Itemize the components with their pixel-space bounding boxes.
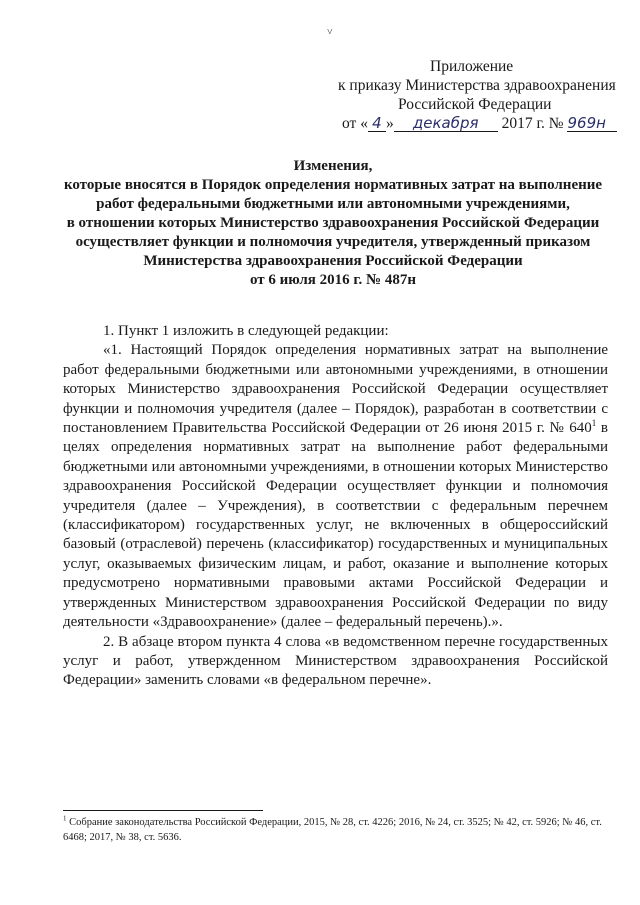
title-line: от 6 июля 2016 г. № 487н: [249, 272, 417, 288]
appendix-label: Приложение: [430, 58, 514, 75]
federation-label: Российской Федерации: [398, 96, 552, 113]
paragraph-2-text-b: в целях определения нормативных затрат на выполнение работ федеральными бюджетными или автономными учреждениями, в отношении которых Министерство здравоохранения Российской Федерации осуществляет функции и полномочия учредителя (далее – Учреждения), в соответствии с федеральным перечнем (классификатором) государственных услуг, не включенных в общероссийский базовый (отраслевой) перечень (классификатор) государственных и муниципальных услуг, оказываемых физическим лицам, и работ, оказание и выполнение которых предусмотрено нормативными правовыми актами Российской Федерации и утвержденных Министерством здравоохранения Российской Федерации по виду деятельности «Здравоохранение» (далее – федеральный перечень).».: [63, 420, 608, 631]
footnote-marker: 1: [63, 814, 67, 823]
footnote-ref: 1: [591, 418, 597, 429]
title-line: в отношении которых Министерство здравоохранения Российской Федерации: [66, 215, 600, 231]
footnote-text: Собрание законодательства Российской Федерации, 2015, № 28, ст. 4226; 2016, № 24, ст. 3525; № 42, ст. 5926; № 46, ст. 6468; 2017, № 38, ст. 5636.: [63, 817, 602, 843]
scan-mark: ˅: [327, 27, 333, 38]
footnote-divider: [63, 810, 263, 811]
document-title: [50, 157, 616, 290]
title-line: осуществляет функции и полномочия учредителя, утвержденный приказом: [75, 234, 591, 250]
document-body: [63, 322, 608, 691]
footnote: [63, 815, 615, 845]
year-number-label: 2017 г. №: [501, 115, 564, 132]
date-quote: »: [385, 115, 394, 132]
handwritten-order-number: 969н: [567, 115, 617, 132]
paragraph-2: [63, 341, 608, 632]
paragraph-2-text-a: «1. Настоящий Порядок определения нормативных затрат на выполнение работ федеральными бюджетными или автономными учреждениями, в отношении которых Министерство здравоохранения Российской Федерации осуществляет функции и полномочия учредителя (далее – Порядок), разработан в соответствии с постановлением Правительства Российской Федерации от 26 июня 2015 г. № 640: [63, 342, 608, 437]
title-line: Министерства здравоохранения Российской Федерации: [143, 253, 523, 269]
order-reference: к приказу Министерства здравоохранения: [338, 77, 616, 94]
paragraph-1: 1. Пункт 1 изложить в следующей редакции:: [103, 323, 389, 339]
handwritten-day: 4: [368, 115, 386, 132]
title-heading: Изменения,: [293, 158, 373, 174]
order-date-line: [342, 114, 620, 133]
title-line: работ федеральными бюджетными или автономными учреждениями,: [96, 196, 570, 212]
handwritten-month: декабря: [394, 115, 498, 132]
date-prefix: от «: [342, 115, 368, 132]
paragraph-3: 2. В абзаце втором пункта 4 слова «в ведомственном перечне государственных услуг и работ, утвержденном Министерством здравоохранения Российской Федерации» заменить словами «в федеральном перечне».: [63, 633, 608, 689]
title-line: которые вносятся в Порядок определения нормативных затрат на выполнение: [63, 177, 603, 193]
appendix-header: [330, 57, 620, 133]
